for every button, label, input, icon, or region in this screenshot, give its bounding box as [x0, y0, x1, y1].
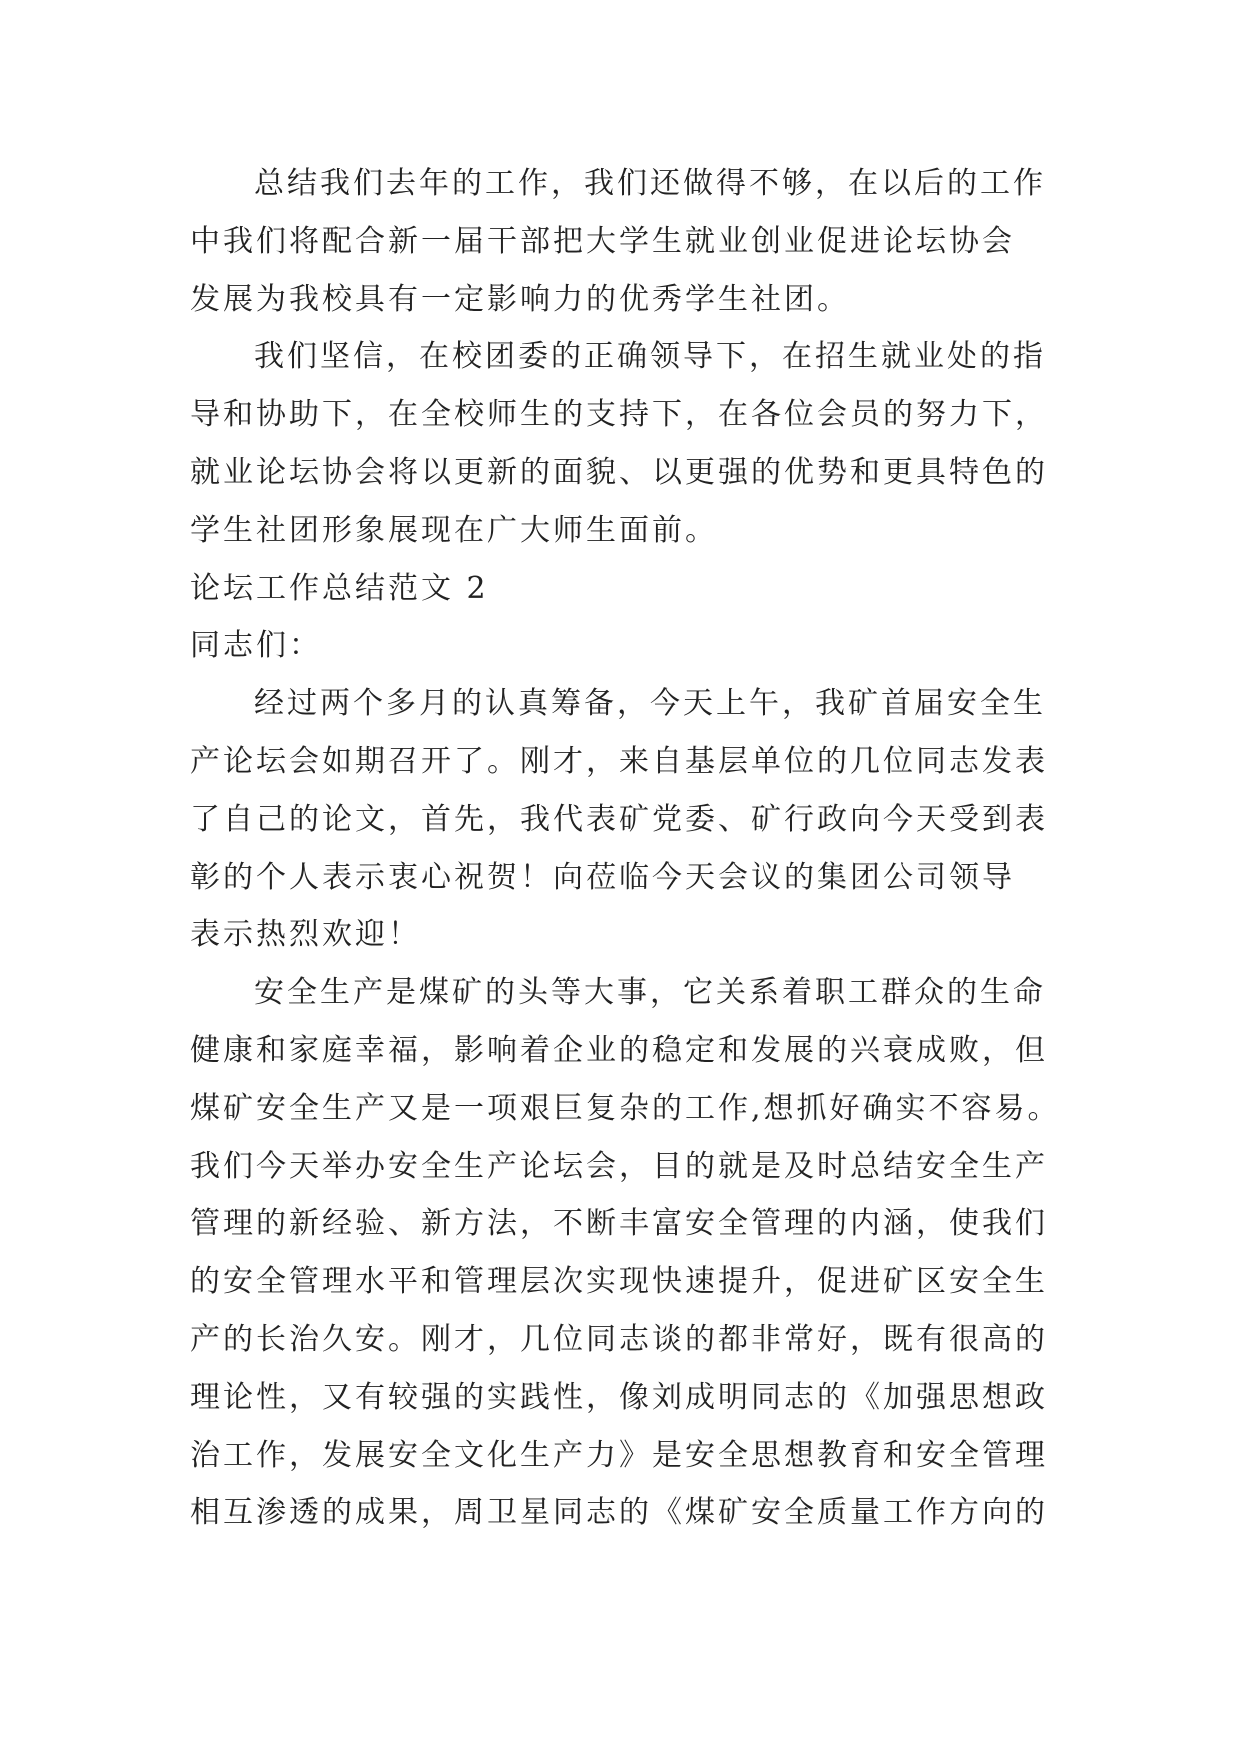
text-line: 管理的新经验、新方法，不断丰富安全管理的内涵，使我们 [190, 1206, 1048, 1242]
text-line: 了自己的论文，首先，我代表矿党委、矿行政向今天受到表 [190, 801, 1048, 837]
text-line: 相互渗透的成果，周卫星同志的《煤矿安全质量工作方向的 [190, 1495, 1048, 1531]
text-line: 理论性，又有较强的实践性，像刘成明同志的《加强思想政 [190, 1379, 1048, 1415]
text-line: 导和协助下，在全校师生的支持下，在各位会员的努力下， [190, 397, 1048, 433]
text-line: 表示热烈欢迎！ [190, 917, 421, 953]
salutation: 同志们： [190, 628, 322, 664]
text-line: 经过两个多月的认真筹备，今天上午，我矿首届安全生 [254, 686, 1046, 722]
text-line: 中我们将配合新一届干部把大学生就业创业促进论坛协会 [190, 223, 1015, 259]
text-line: 我们坚信，在校团委的正确领导下，在招生就业处的指 [254, 339, 1046, 375]
section-heading: 论坛工作总结范文 2 [190, 570, 489, 606]
text-line: 治工作，发展安全文化生产力》是安全思想教育和安全管理 [190, 1437, 1048, 1473]
document-body [190, 155, 1080, 1542]
text-line: 产的长治久安。刚才，几位同志谈的都非常好，既有很高的 [190, 1321, 1048, 1357]
text-line: 彰的个人表示衷心祝贺！向莅临今天会议的集团公司领导 [190, 859, 1015, 895]
text-line: 我们今天举办安全生产论坛会，目的就是及时总结安全生产 [190, 1148, 1048, 1184]
text-line: 产论坛会如期召开了。刚才，来自基层单位的几位同志发表 [190, 743, 1048, 779]
text-line: 学生社团形象展现在广大师生面前。 [190, 512, 718, 548]
text-line: 就业论坛协会将以更新的面貌、以更强的优势和更具特色的 [190, 454, 1048, 490]
text-line: 煤矿安全生产又是一项艰巨复杂的工作,想抓好确实不容易。 [190, 1090, 1061, 1126]
text-line: 健康和家庭幸福，影响着企业的稳定和发展的兴衰成败，但 [190, 1032, 1048, 1068]
text-line: 总结我们去年的工作，我们还做得不够，在以后的工作 [254, 166, 1046, 201]
text-line: 发展为我校具有一定影响力的优秀学生社团。 [190, 281, 850, 317]
text-line: 安全生产是煤矿的头等大事，它关系着职工群众的生命 [254, 975, 1046, 1011]
text-line: 的安全管理水平和管理层次实现快速提升，促进矿区安全生 [190, 1264, 1048, 1300]
